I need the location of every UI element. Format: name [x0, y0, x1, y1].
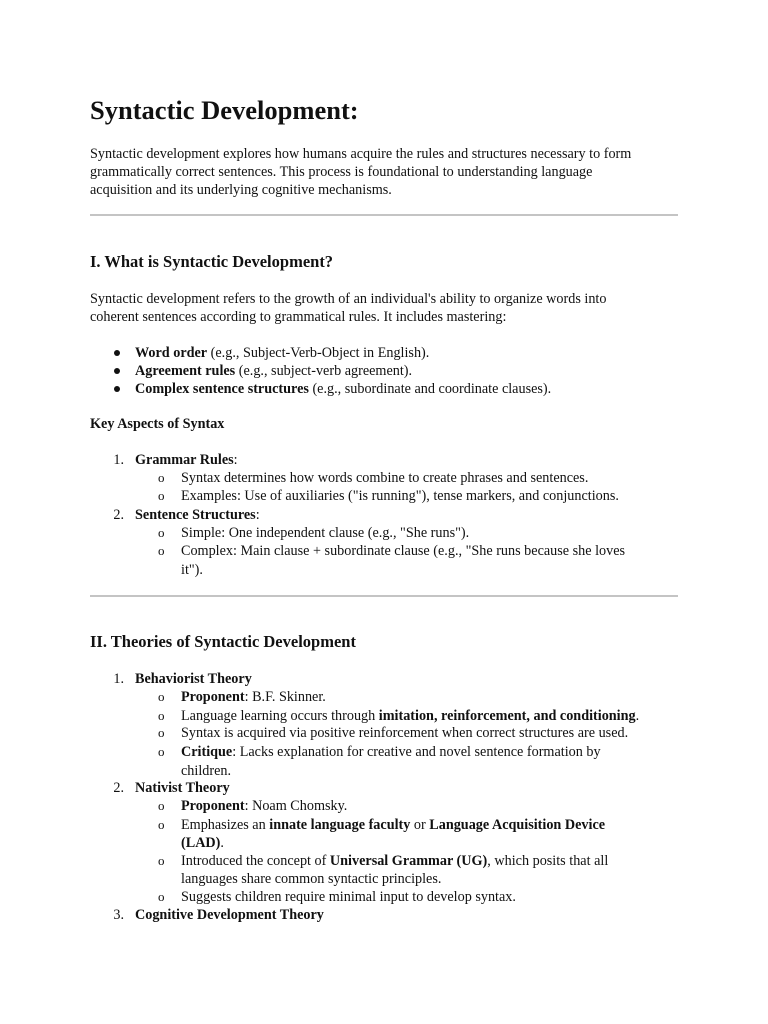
sub-item: [181, 743, 601, 761]
bullet-text: (e.g., subordinate and coordinate clauses).: [308, 381, 552, 397]
item-punct: :: [233, 452, 238, 468]
sub-bullet-marker: o: [158, 470, 165, 485]
sub-bullet-marker: o: [158, 689, 165, 704]
item-text: Emphasizes an: [181, 817, 270, 833]
list-item: [135, 380, 551, 398]
sub-item: Suggests children require minimal input to develop syntax.: [181, 889, 516, 905]
sub-item: Examples: Use of auxiliaries ("is running"), tense markers, and conjunctions.: [181, 488, 619, 504]
list-number: 2.: [113, 780, 124, 796]
sub-item: [181, 688, 326, 706]
sub-bullet-marker: o: [158, 543, 165, 558]
bullet-term: Agreement rules: [135, 363, 236, 379]
item-text: : Lacks explanation for creative and novel sentence formation by: [232, 744, 601, 760]
bullet-icon: [114, 368, 120, 374]
item-text: , which posits that all: [487, 853, 609, 869]
sub-bullet-marker: o: [158, 853, 165, 868]
item-term: (LAD): [181, 835, 221, 851]
item-term: imitation, reinforcement, and conditioning: [378, 708, 636, 724]
sub-item-continuation: it").: [181, 562, 203, 578]
intro-line-1: Syntactic development explores how humans acquire the rules and structures necessary to form: [90, 146, 632, 162]
sub-item: Syntax determines how words combine to create phrases and sentences.: [181, 470, 589, 486]
sub-item: [181, 797, 347, 815]
theory-name: Nativist Theory: [135, 780, 230, 796]
sub-bullet-marker: o: [158, 889, 165, 904]
list-number: 3.: [113, 907, 124, 923]
item-text: Introduced the concept of: [181, 853, 330, 869]
item-text: or: [410, 817, 430, 833]
section-heading: I. What is Syntactic Development?: [90, 252, 334, 271]
sub-bullet-marker: o: [158, 708, 165, 723]
list-item: [135, 344, 429, 362]
bullet-text: (e.g., subject-verb agreement).: [235, 363, 413, 379]
sub-item: Simple: One independent clause (e.g., "She runs").: [181, 525, 470, 541]
page-title: Syntactic Development:: [90, 95, 359, 125]
item-term: Critique: [181, 744, 233, 760]
sub-item: [181, 707, 639, 725]
item-text: .: [635, 708, 640, 724]
sub-bullet-marker: o: [158, 744, 165, 759]
intro-line-2: grammatically correct sentences. This process is foundational to understanding language: [90, 164, 593, 180]
item-term: Universal Grammar (UG): [329, 853, 488, 869]
horizontal-divider: [90, 595, 678, 597]
sub-item-continuation: children.: [181, 763, 232, 779]
intro-line-3: acquisition and its underlying cognitive mechanisms.: [90, 182, 392, 198]
item-text: .: [220, 835, 224, 851]
sub-bullet-marker: o: [158, 817, 165, 832]
list-number: 2.: [113, 507, 124, 523]
sub-item-continuation: languages share common syntactic principles.: [181, 871, 442, 887]
item-text: : B.F. Skinner.: [244, 689, 326, 705]
horizontal-divider: [90, 214, 678, 216]
item-term: Proponent: [181, 689, 245, 705]
list-number: 1.: [113, 671, 124, 687]
sub-bullet-marker: o: [158, 488, 165, 503]
sub-bullet-marker: o: [158, 798, 165, 813]
item-punct: :: [255, 507, 260, 523]
bullet-icon: [114, 350, 120, 356]
item-term: Sentence Structures: [135, 507, 256, 523]
subheading: Key Aspects of Syntax: [90, 416, 225, 432]
item-term: Grammar Rules: [135, 452, 234, 468]
bullet-term: Complex sentence structures: [135, 381, 309, 397]
sub-item: Complex: Main clause + subordinate clause (e.g., "She runs because she loves: [181, 543, 626, 559]
bullet-text: (e.g., Subject-Verb-Object in English).: [207, 345, 430, 361]
theory-name: Cognitive Development Theory: [135, 907, 324, 923]
list-item: [135, 451, 238, 469]
bullet-icon: [114, 386, 120, 392]
list-item: [135, 506, 260, 524]
sub-item: [181, 852, 608, 870]
sub-item: [181, 816, 605, 834]
bullet-term: Word order: [135, 345, 208, 361]
item-text: Language learning occurs through: [181, 708, 379, 724]
item-term: innate language faculty: [269, 817, 411, 833]
sub-item-continuation: [181, 834, 224, 852]
list-number: 1.: [113, 452, 124, 468]
sub-bullet-marker: o: [158, 525, 165, 540]
section1-para-line-2: coherent sentences according to grammatical rules. It includes mastering:: [90, 309, 507, 325]
sub-bullet-marker: o: [158, 725, 165, 740]
sub-item: Syntax is acquired via positive reinforcement when correct structures are used.: [181, 725, 629, 741]
item-text: : Noam Chomsky.: [244, 798, 348, 814]
item-term: Proponent: [181, 798, 245, 814]
item-term: Language Acquisition Device: [429, 817, 606, 833]
section1-para-line-1: Syntactic development refers to the growth of an individual's ability to organize words into: [90, 291, 607, 307]
section-heading: II. Theories of Syntactic Development: [90, 632, 356, 651]
theory-name: Behaviorist Theory: [135, 671, 252, 687]
list-item: [135, 362, 412, 380]
